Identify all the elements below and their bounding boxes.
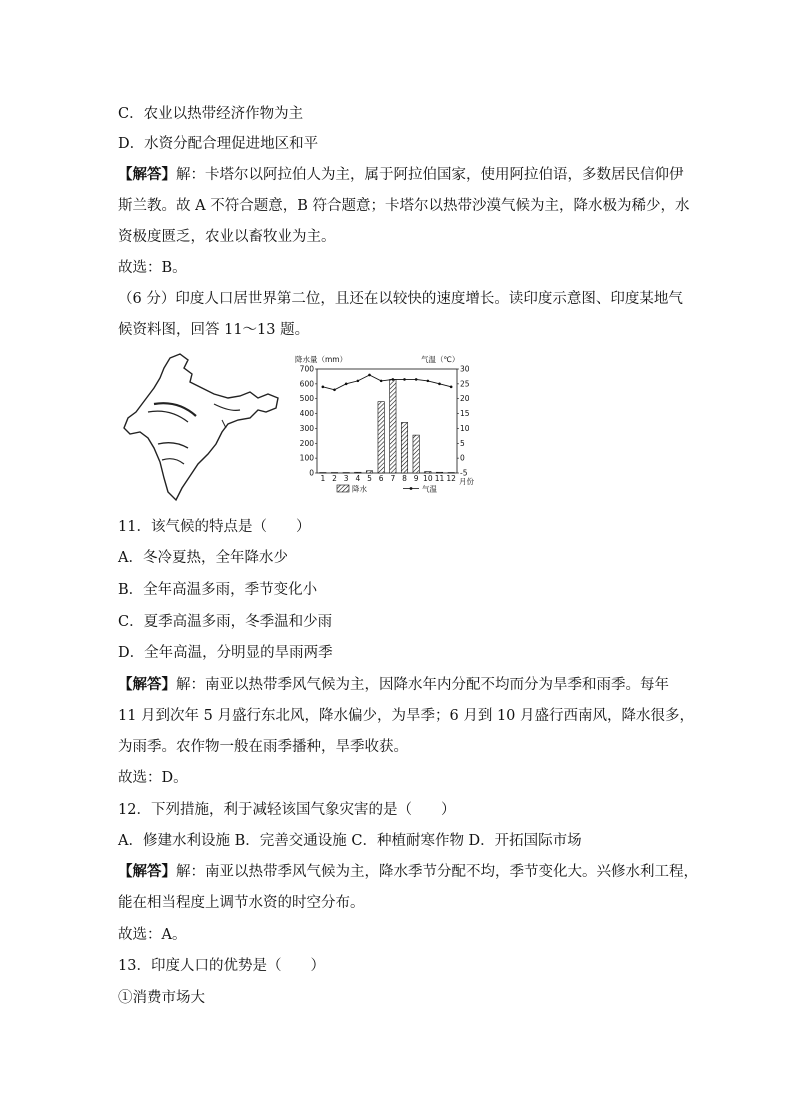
temp-point xyxy=(450,386,453,389)
temp-point xyxy=(415,378,418,381)
q11-choice: 故选：D。 xyxy=(118,770,188,786)
y-tick-label-left: 600 xyxy=(299,379,314,389)
temp-point xyxy=(357,380,360,383)
q11-answer-text: 解：南亚以热带季风气候为主，因降水年内分配不均而分为旱季和雨季。每年 xyxy=(176,677,669,693)
y-tick-label-right: 15 xyxy=(460,409,470,419)
x-tick-label: 10 xyxy=(423,474,433,483)
temp-point xyxy=(380,380,383,383)
temp-point xyxy=(345,383,348,386)
temp-point xyxy=(438,383,441,386)
answer-text: 解：卡塔尔以阿拉伯人为主，属于阿拉伯国家，使用阿拉伯语，多数居民信仰伊 xyxy=(176,167,684,183)
option-d: D．水资分配合理促进地区和平 xyxy=(118,136,319,152)
q12-options: A．修建水利设施 B．完善交通设施 C．种植耐寒作物 D．开拓国际市场 xyxy=(118,833,582,849)
figure xyxy=(118,352,478,504)
precip-bar xyxy=(413,435,419,473)
x-tick-label: 7 xyxy=(390,474,396,483)
q11-answer xyxy=(118,675,669,695)
legend-bar-label: 降水 xyxy=(352,484,367,494)
temp-point xyxy=(403,378,406,381)
temp-line xyxy=(323,375,451,390)
y-tick-label-right: 0 xyxy=(460,453,465,463)
precip-bar xyxy=(378,402,384,473)
answer-line-2: 斯兰教。故 A 不符合题意，B 符合题意；卡塔尔以热带沙漠气候为主，降水极为稀少，水 xyxy=(118,198,690,214)
plot-frame xyxy=(317,369,457,473)
y-tick-label-right: 25 xyxy=(460,379,470,389)
question-intro-2: 候资料图，回答 11～13 题。 xyxy=(118,322,310,338)
q12-answer-2: 能在相当程度上调节水资的时空分布。 xyxy=(118,895,365,911)
legend-line-label: 气温 xyxy=(422,484,437,494)
precip-bar xyxy=(320,473,326,474)
q12-answer-label: 【解答】 xyxy=(118,863,176,880)
ylabel-right: 气温（℃） xyxy=(421,355,460,364)
q11-answer-2: 11 月到次年 5 月盛行东北风，降水偏少，为旱季；6 月到 10 月盛行西南风，降水很多， xyxy=(118,708,695,724)
x-tick-label: 9 xyxy=(413,474,419,483)
answer-line-3: 资极度匮乏，农业以畜牧业为主。 xyxy=(118,229,336,245)
precip-bar xyxy=(366,471,372,473)
precip-bar xyxy=(390,379,396,473)
q12-choice: 故选：A。 xyxy=(118,927,187,943)
y-tick-label-left: 0 xyxy=(309,468,314,478)
y-tick-label-left: 400 xyxy=(299,409,314,419)
y-tick-label-right: 30 xyxy=(460,364,470,374)
precip-bar xyxy=(401,422,407,473)
temp-point xyxy=(392,378,395,381)
x-tick-label: 8 xyxy=(402,474,407,483)
y-tick-label-left: 500 xyxy=(299,394,314,404)
y-tick-label-right: -5 xyxy=(460,468,468,478)
option-c: C．农业以热带经济作物为主 xyxy=(118,106,304,122)
precip-bar xyxy=(436,472,442,473)
y-tick-label-right: 10 xyxy=(460,423,470,433)
y-tick-label-left: 200 xyxy=(299,438,314,448)
x-tick-label: 11 xyxy=(434,474,445,483)
precip-bar xyxy=(331,473,337,474)
x-tick-label: 6 xyxy=(378,474,384,483)
q11-option-d: D．全年高温，分明显的旱雨两季 xyxy=(118,645,333,661)
xlabel: 月份 xyxy=(459,477,474,486)
q11-option-c: C．夏季高温多雨，冬季温和少雨 xyxy=(118,614,333,630)
q11-option-a: A．冬冷夏热，全年降水少 xyxy=(118,550,288,566)
temp-point xyxy=(322,386,325,389)
y-tick-label-right: 20 xyxy=(460,394,470,404)
precip-bar xyxy=(343,473,349,474)
precip-bar xyxy=(448,473,454,474)
q11-answer-label: 【解答】 xyxy=(118,676,176,693)
x-tick-label: 1 xyxy=(320,474,326,483)
temp-point xyxy=(427,380,430,383)
legend-line-marker xyxy=(410,487,413,490)
x-tick-label: 3 xyxy=(343,474,349,483)
temp-point xyxy=(368,374,371,377)
question-11: 11．该气候的特点是（ ） xyxy=(118,519,311,535)
x-tick-label: 12 xyxy=(446,474,456,483)
q11-answer-3: 为雨季。农作物一般在雨季播种，旱季收获。 xyxy=(118,739,408,755)
precip-bar xyxy=(355,472,361,473)
x-tick-label: 4 xyxy=(355,474,361,483)
precip-bar xyxy=(425,472,431,473)
answer-label: 【解答】 xyxy=(118,166,176,183)
climate-chart xyxy=(293,354,483,494)
y-tick-label-right: 5 xyxy=(460,438,465,448)
legend-bar-swatch xyxy=(337,485,349,492)
ylabel-left: 降水量（mm） xyxy=(295,355,348,364)
x-tick-label: 2 xyxy=(332,474,337,483)
q12-answer-text: 解：南亚以热带季风气候为主，降水季节分配不均，季节变化大。兴修水利工程， xyxy=(176,864,698,880)
temp-point xyxy=(333,389,336,392)
y-tick-label-left: 100 xyxy=(299,453,314,463)
q12-answer xyxy=(118,862,698,882)
question-13: 13．印度人口的优势是（ ） xyxy=(118,958,325,974)
q11-option-b: B．全年高温多雨，季节变化小 xyxy=(118,582,318,598)
y-tick-label-left: 700 xyxy=(299,364,314,374)
y-tick-label-left: 300 xyxy=(299,423,314,433)
answer-line xyxy=(118,165,684,185)
q13-item-1: ①消费市场大 xyxy=(118,990,205,1006)
answer-choice: 故选：B。 xyxy=(118,260,187,276)
x-tick-label: 5 xyxy=(367,474,372,483)
question-12: 12．下列措施，利于减轻该国气象灾害的是（ ） xyxy=(118,802,456,818)
question-intro: （6 分）印度人口居世界第二位，且还在以较快的速度增长。读印度示意图、印度某地气 xyxy=(118,291,683,307)
india-map xyxy=(118,352,283,504)
